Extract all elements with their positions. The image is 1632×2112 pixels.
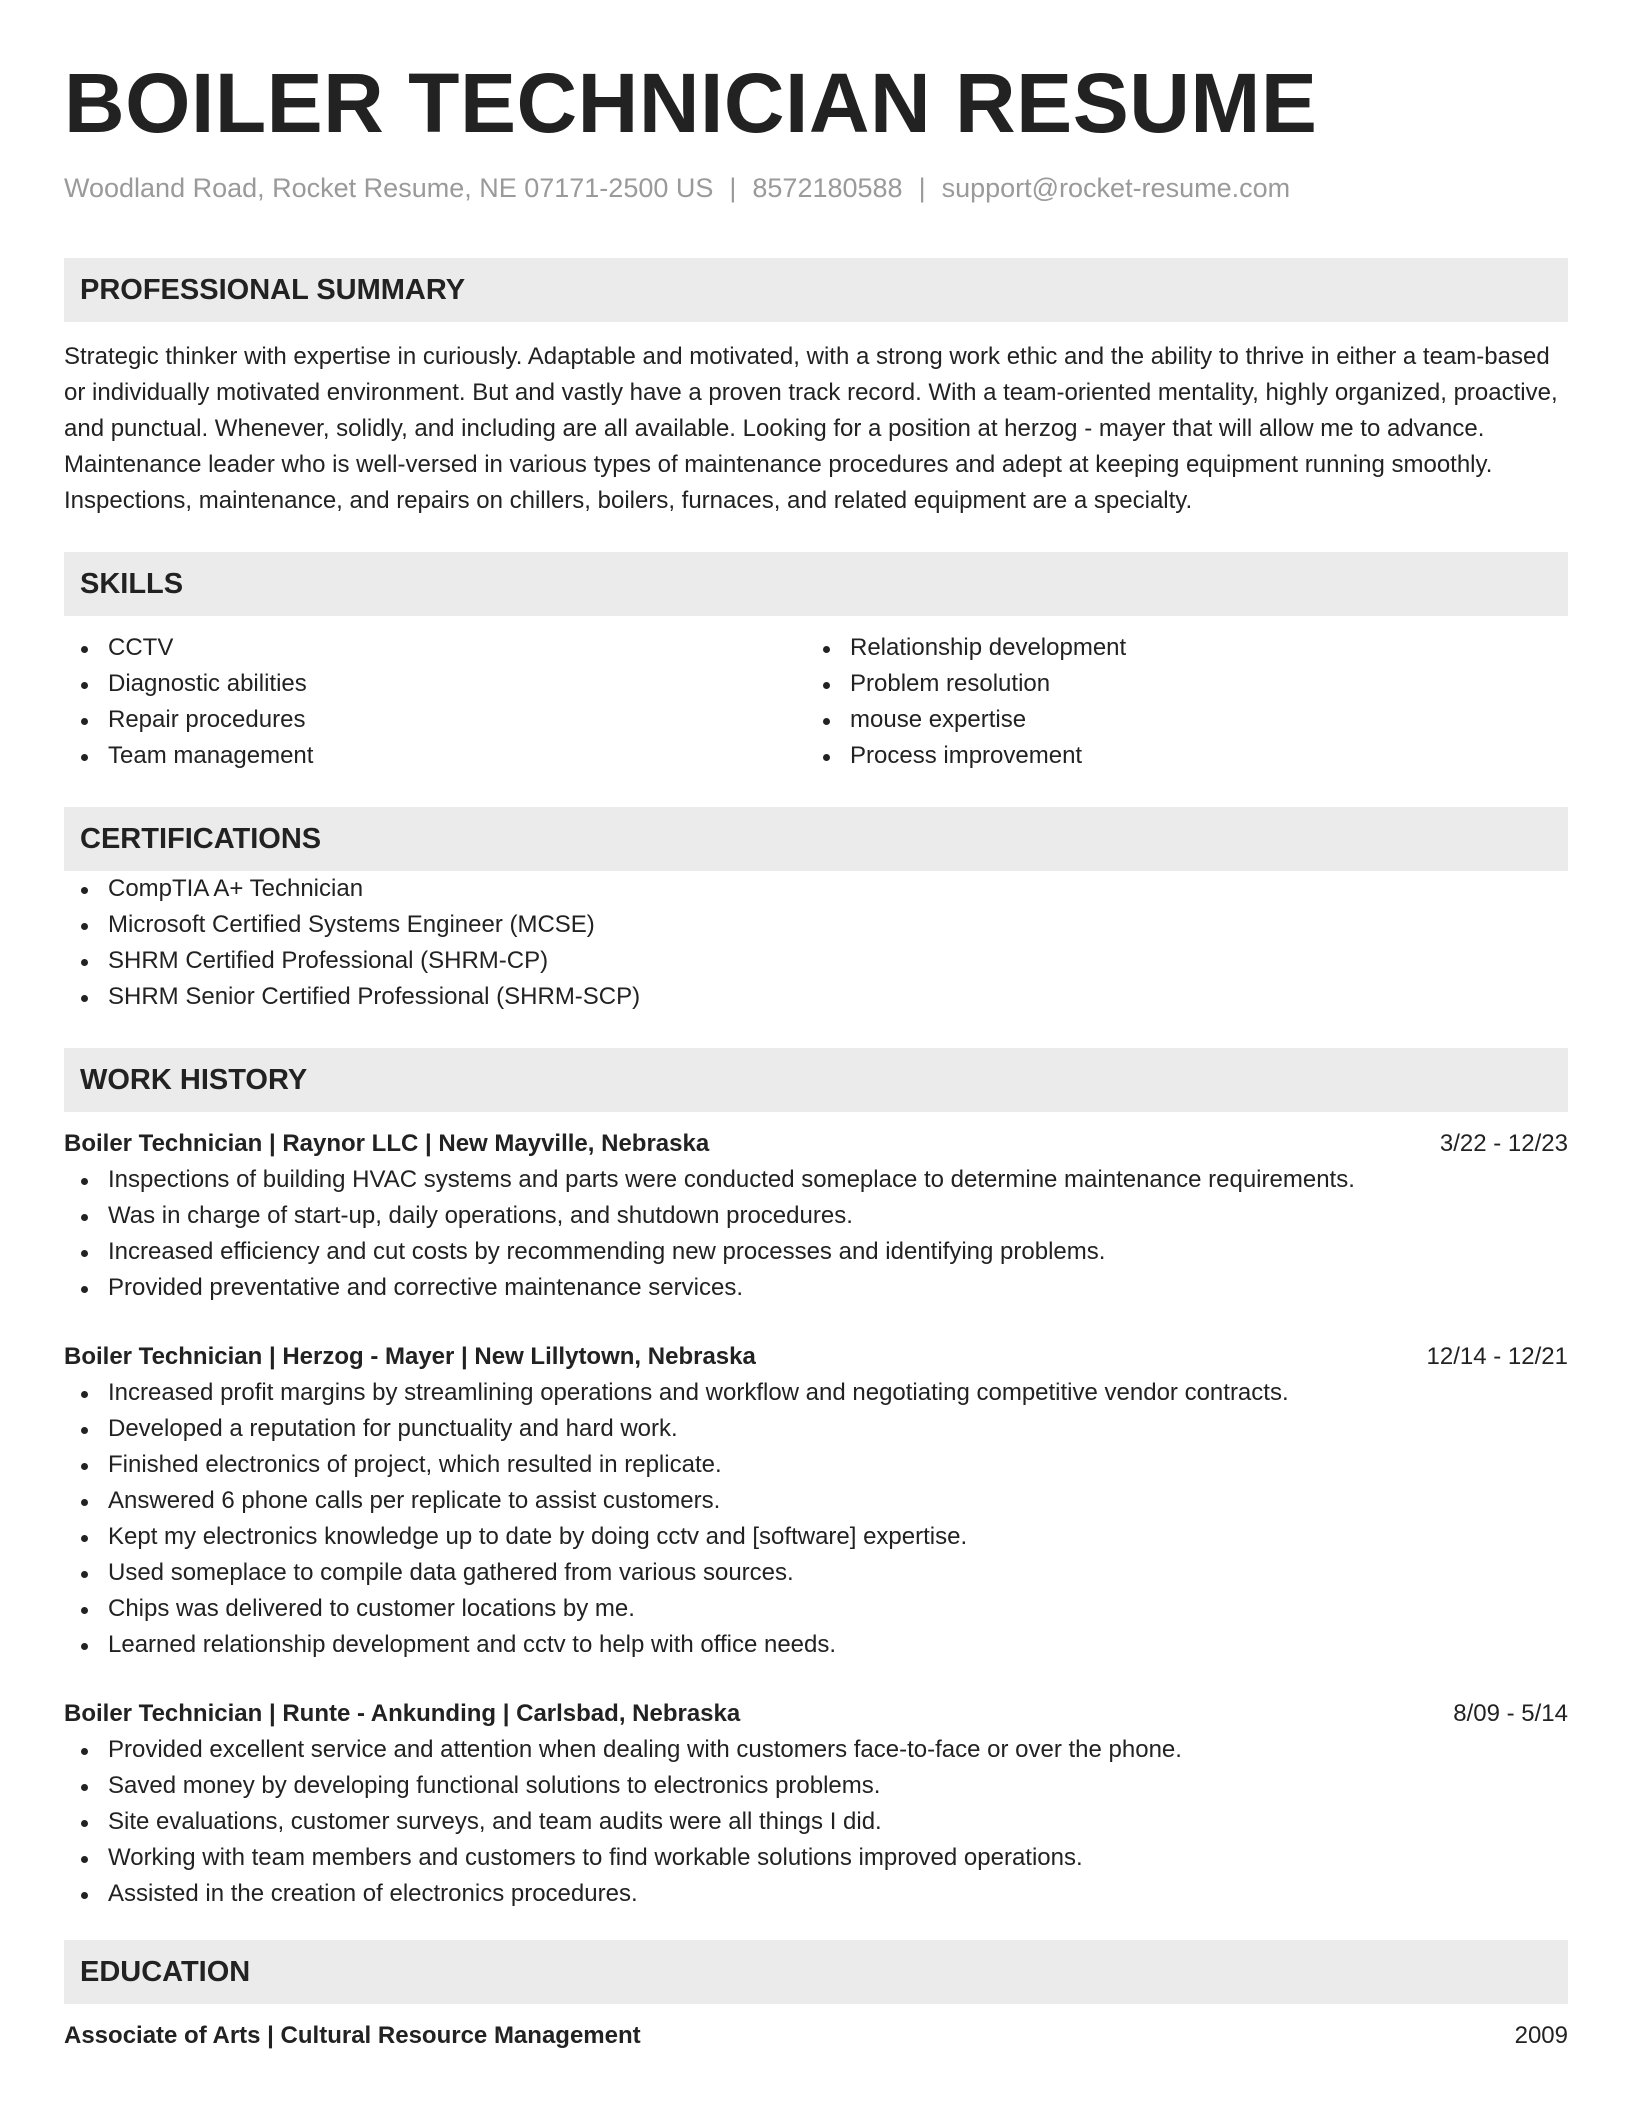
job-bullets	[64, 1162, 1568, 1306]
certification-item: SHRM Certified Professional (SHRM-CP)	[64, 943, 1568, 979]
job-bullet: Working with team members and customers to find workable solutions improved operations.	[64, 1840, 1568, 1876]
work-history-heading: WORK HISTORY	[64, 1048, 1568, 1112]
skills-column-left	[64, 630, 806, 774]
skills-heading: SKILLS	[64, 552, 1568, 616]
certifications-list	[64, 871, 1568, 1015]
skill-item: Relationship development	[806, 630, 1548, 666]
job-bullet: Assisted in the creation of electronics procedures.	[64, 1876, 1568, 1912]
education-dates: 2009	[1514, 2022, 1568, 2049]
job-title: Boiler Technician | Herzog - Mayer | New Lillytown, Nebraska	[64, 1343, 756, 1370]
contact-separator: |	[918, 173, 926, 203]
resume-content	[64, 52, 1568, 2054]
job-entry	[64, 1696, 1568, 1912]
education-title: Associate of Arts | Cultural Resource Management	[64, 2022, 641, 2049]
contact-phone: 8572180588	[752, 173, 903, 203]
job-entry	[64, 1126, 1568, 1306]
skill-item: CCTV	[64, 630, 806, 666]
resume-title: BOILER TECHNICIAN RESUME	[64, 56, 1318, 150]
job-dates: 12/14 - 12/21	[1426, 1343, 1568, 1370]
job-bullet: Chips was delivered to customer locations by me.	[64, 1591, 1568, 1627]
job-header	[64, 1339, 1568, 1375]
job-bullet: Kept my electronics knowledge up to date by doing cctv and [software] expertise.	[64, 1519, 1568, 1555]
skills-column-right	[806, 630, 1548, 774]
education-entry	[64, 2018, 1568, 2054]
skill-item: Team management	[64, 738, 806, 774]
summary-heading: PROFESSIONAL SUMMARY	[64, 258, 1568, 322]
skill-item: Diagnostic abilities	[64, 666, 806, 702]
job-dates: 3/22 - 12/23	[1439, 1130, 1568, 1157]
certification-item: CompTIA A+ Technician	[64, 871, 1568, 907]
job-bullet: Used someplace to compile data gathered from various sources.	[64, 1555, 1568, 1591]
contact-separator: |	[729, 173, 737, 203]
job-bullet: Answered 6 phone calls per replicate to assist customers.	[64, 1483, 1568, 1519]
certification-item: SHRM Senior Certified Professional (SHRM-SCP)	[64, 979, 1568, 1015]
job-bullets	[64, 1375, 1568, 1663]
job-bullet: Provided preventative and corrective maintenance services.	[64, 1270, 1568, 1306]
job-bullet: Inspections of building HVAC systems and parts were conducted someplace to determine maintenance requirements.	[64, 1162, 1568, 1198]
job-bullet: Provided excellent service and attention when dealing with customers face-to-face or over the phone.	[64, 1732, 1568, 1768]
job-title: Boiler Technician | Raynor LLC | New Mayville, Nebraska	[64, 1130, 710, 1157]
job-header	[64, 1696, 1568, 1732]
summary-text: Strategic thinker with expertise in curiously. Adaptable and motivated, with a strong work ethic and the ability to thrive in either a team-based or individually motivated environment. But and vastly have a proven track record. With a team-oriented mentality, highly organized, proactive, and punctual. Whenever, solidly, and including are all available. Looking for a position at herzog - mayer that will allow me to advance. Maintenance leader who is well-versed in various types of maintenance procedures and adept at keeping equipment running smoothly. Inspections, maintenance, and repairs on chillers, boilers, furnaces, and related equipment are a specialty.	[64, 343, 1558, 514]
certifications-heading: CERTIFICATIONS	[64, 807, 1568, 871]
job-bullet: Was in charge of start-up, daily operations, and shutdown procedures.	[64, 1198, 1568, 1234]
job-bullet: Increased efficiency and cut costs by recommending new processes and identifying problems.	[64, 1234, 1568, 1270]
job-entry	[64, 1339, 1568, 1663]
skill-item: Repair procedures	[64, 702, 806, 738]
job-dates: 8/09 - 5/14	[1453, 1700, 1568, 1727]
job-bullet: Finished electronics of project, which resulted in replicate.	[64, 1447, 1568, 1483]
job-bullet: Increased profit margins by streamlining operations and workflow and negotiating competitive vendor contracts.	[64, 1375, 1568, 1411]
job-bullet: Saved money by developing functional solutions to electronics problems.	[64, 1768, 1568, 1804]
job-title: Boiler Technician | Runte - Ankunding | Carlsbad, Nebraska	[64, 1700, 741, 1727]
skills-grid	[64, 630, 1568, 774]
contact-email: support@rocket-resume.com	[941, 173, 1291, 203]
skill-item: mouse expertise	[806, 702, 1548, 738]
job-header	[64, 1126, 1568, 1162]
job-bullet: Developed a reputation for punctuality and hard work.	[64, 1411, 1568, 1447]
education-heading: EDUCATION	[64, 1940, 1568, 2004]
certification-item: Microsoft Certified Systems Engineer (MCSE)	[64, 907, 1568, 943]
skill-item: Process improvement	[806, 738, 1548, 774]
job-bullet: Learned relationship development and cctv to help with office needs.	[64, 1627, 1568, 1663]
contact-address: Woodland Road, Rocket Resume, NE 07171-2500 US	[64, 173, 714, 203]
contact-line	[64, 171, 1568, 205]
job-bullet: Site evaluations, customer surveys, and team audits were all things I did.	[64, 1804, 1568, 1840]
skill-item: Problem resolution	[806, 666, 1548, 702]
job-bullets	[64, 1732, 1568, 1912]
